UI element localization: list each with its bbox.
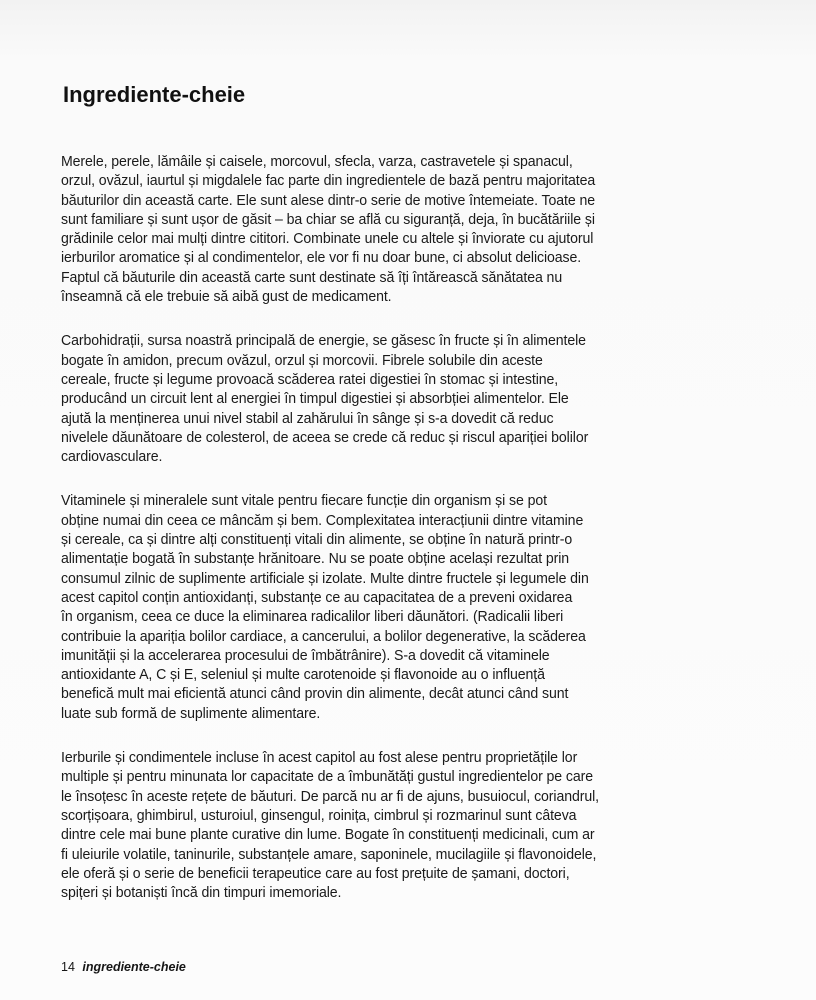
text-line: cereale, fructe și legume provoacă scăderea ratei digestiei în stomac și intestine, (61, 370, 559, 388)
text-line: în organism, ceea ce duce la eliminarea radicalilor liberi dăunători. (Radicalii liberi (61, 608, 564, 626)
text-line: le însoțesc în aceste rețete de băuturi. De parcă nu ar fi de ajuns, busuiocul, coriandrul, (61, 787, 600, 805)
text-line: Ierburile și condimentele incluse în acest capitol au fost alese pentru proprietățile lor (61, 749, 578, 767)
text-line: bogate în amidon, precum ovăzul, orzul și morcovii. Fibrele solubile din aceste (61, 351, 543, 369)
text-line: Vitaminele și mineralele sunt vitale pentru fiecare funcție din organism și se pot (61, 492, 547, 510)
page-number: 14 (61, 960, 75, 974)
text-line: multiple și pentru minunata lor capacitate de a îmbunătăți gustul ingredientelor pe care (61, 768, 594, 786)
text-line: imunității și la accelerarea procesului de îmbătrânire). S-a dovedit că vitaminele (61, 646, 550, 664)
text-line: grădinile celor mai mulți dintre cititori. Combinate unele cu altele și înviorate cu ajutorul (61, 230, 594, 248)
text-line: ierburilor aromatice și al condimentelor, ele vor fi nu doar bune, ci absolut delicioase. (61, 249, 582, 267)
paragraph-fruits-vegetables (61, 152, 777, 306)
body-text (61, 152, 781, 927)
text-line: consumul zilnic de suplimente artificiale și izolate. Multe dintre fructele și legumele din (61, 569, 589, 587)
text-line: fi uleiurile volatile, taninurile, substanțele amare, saponinele, mucilagiile și flavonoidele, (61, 845, 597, 863)
text-line: ajută la menținerea unui nivel stabil al zahărului în sânge și s-a dovedit că reduc (61, 409, 554, 427)
paragraph-carbohydrates (61, 331, 777, 466)
text-line: băuturilor din această carte. Ele sunt alese dintr-o serie de motive întemeiate. Toate ne (61, 191, 595, 209)
text-line: scorțișoara, ghimbirul, usturoiul, ginsengul, roinița, cimbrul și rozmarinul sunt câteva (61, 806, 577, 824)
text-line: antioxidante A, C și E, seleniul și multe carotenoide și flavonoide au o influență (61, 666, 545, 684)
page-footer (61, 959, 186, 975)
text-line: orzul, ovăzul, iaurtul și migdalele fac parte din ingredientele de bază pentru majoritatea (61, 172, 596, 190)
text-line: contribuie la apariția bolilor cardiace, a cancerului, a bolilor degenerative, la scăderea (61, 627, 586, 645)
text-line: cardiovasculare. (61, 448, 163, 466)
text-line: și cereale, ca și dintre alți constituenți vitali din alimente, se obține în natură printr-o (61, 531, 573, 549)
text-line: acest capitol conțin antioxidanți, substanțe ce au capacitatea de a preveni oxidarea (61, 588, 573, 606)
text-line: producând un circuit lent al energiei în timpul digestiei și absorbției alimentelor. Ele (61, 390, 569, 408)
text-line: Merele, perele, lămâile și caisele, morcovul, sfecla, varza, castravetele și spanacul, (61, 153, 573, 170)
text-line: dintre cele mai bune plante curative din lume. Bogate în constituenți medicinali, cum ar (61, 826, 595, 844)
text-line: sunt familiare și sunt ușor de găsit – ba chiar se află cu siguranță, deja, în bucătăriile și (61, 210, 595, 228)
text-line: Carbohidrații, sursa noastră principală de energie, se găsesc în fructe și în alimentele (61, 332, 586, 350)
paragraph-vitamins-minerals (61, 491, 777, 723)
page-heading: Ingrediente-cheie (63, 82, 246, 107)
paragraph-herbs-spices (61, 748, 777, 902)
text-line: luate sub formă de suplimente alimentare. (61, 704, 321, 722)
text-line: înseamnă că ele trebuie să aibă gust de medicament. (61, 288, 392, 306)
text-line: Faptul că băuturile din această carte sunt destinate să îți întărească sănătatea nu (61, 268, 563, 286)
text-line: alimentație bogată în substanțe hrănitoare. Nu se poate obține același rezultat prin (61, 550, 570, 568)
text-line: obține numai din ceea ce mâncăm și bem. Complexitatea interacțiunii dintre vitamine (61, 511, 584, 529)
text-line: nivelele dăunătoare de colesterol, de aceea se crede că reduc și riscul apariției bolilor (61, 428, 589, 446)
text-line: benefică mult mai eficientă atunci când provin din alimente, decât atunci când sunt (61, 685, 569, 703)
text-line: ele oferă și o serie de beneficii terapeutice care au fost prețuite de șamani, doctori, (61, 864, 570, 882)
text-line: spițeri și botaniști încă din timpuri imemoriale. (61, 884, 342, 902)
running-title: ingrediente-cheie (82, 960, 186, 974)
